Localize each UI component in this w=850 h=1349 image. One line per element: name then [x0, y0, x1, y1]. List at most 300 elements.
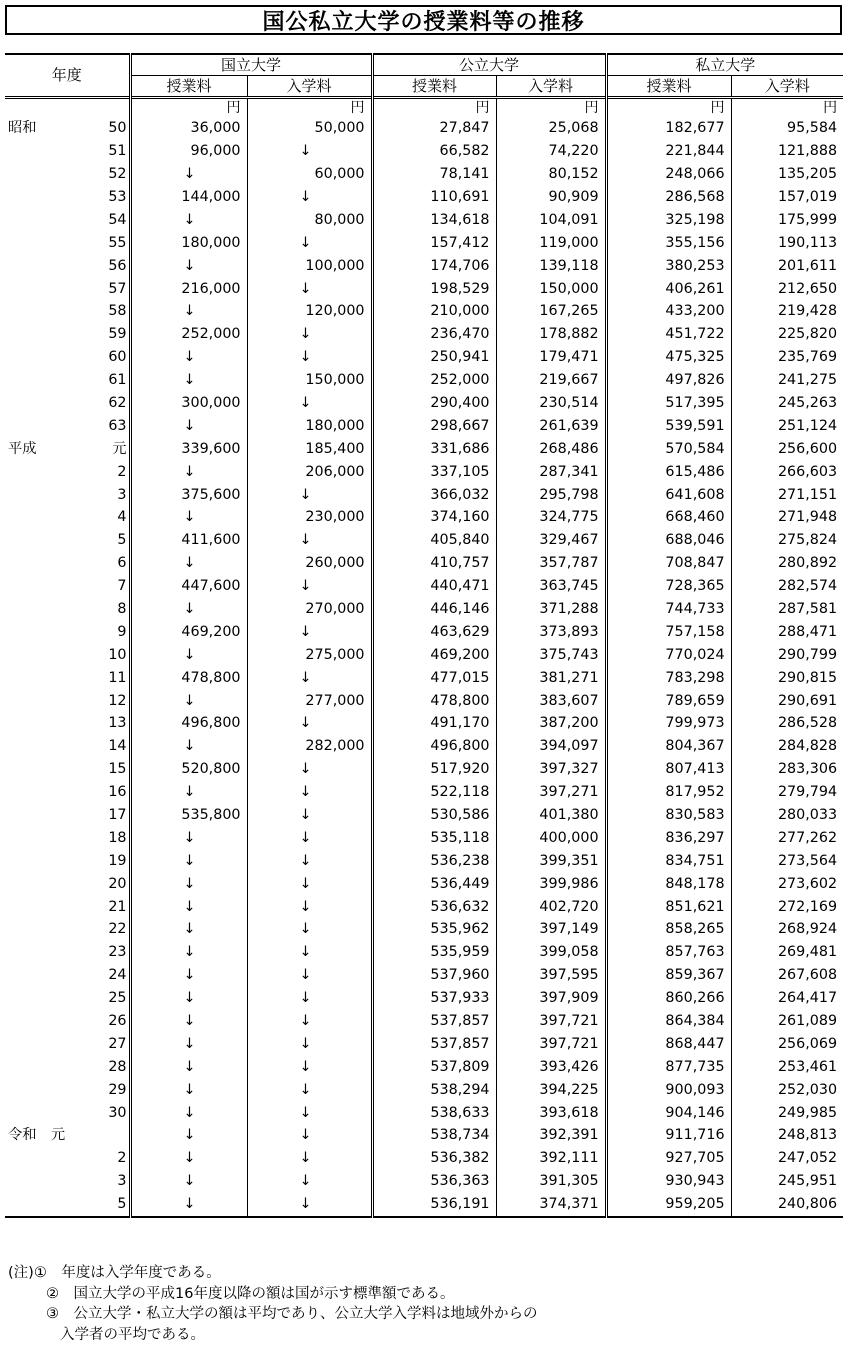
national-tuition-cell-same-as-above: ↓: [130, 689, 247, 712]
public-admission-cell: 397,721: [496, 1010, 606, 1033]
era-cell: [5, 415, 90, 438]
era-cell: [5, 895, 90, 918]
private-tuition-cell: 864,384: [606, 1010, 731, 1033]
public-tuition-cell: 298,667: [372, 415, 496, 438]
table-row: [5, 1056, 843, 1079]
note-3: ③ 公立大学・私立大学の額は平均であり、公立大学入学料は地域外からの: [46, 1306, 538, 1322]
year-cell: 24: [90, 964, 130, 987]
table-row: [5, 254, 843, 277]
national-admission-cell-same-as-above: ↓: [247, 575, 372, 598]
national-tuition-cell-same-as-above: ↓: [130, 1078, 247, 1101]
public-admission-cell: 373,893: [496, 621, 606, 644]
private-admission-cell: 282,574: [777, 578, 838, 595]
era-cell: [5, 643, 90, 666]
year-cell: 61: [90, 369, 130, 392]
national-admission-cell-same-as-above: ↓: [247, 483, 372, 506]
private-admission-cell: 267,608: [777, 967, 838, 984]
national-admission-cell: 60,000: [247, 163, 372, 186]
public-admission-cell: 387,200: [496, 712, 606, 735]
national-tuition-cell: 447,600: [130, 575, 247, 598]
table-row: [5, 117, 843, 140]
private-admission-cell: 279,794: [777, 784, 838, 801]
table-row: [5, 483, 843, 506]
table-row: [5, 506, 843, 529]
national-admission-cell: 282,000: [247, 735, 372, 758]
private-admission-cell: 268,924: [777, 921, 838, 938]
year-cell: 57: [90, 277, 130, 300]
year-cell: 21: [90, 895, 130, 918]
public-tuition-cell: 66,582: [372, 140, 496, 163]
private-tuition-cell: 859,367: [606, 964, 731, 987]
public-admission-cell: 167,265: [496, 300, 606, 323]
unit-label: 円: [247, 98, 372, 118]
national-admission-cell-same-as-above: ↓: [247, 895, 372, 918]
private-admission-cell: 261,089: [777, 1013, 838, 1030]
public-tuition-cell: 538,633: [372, 1101, 496, 1124]
national-admission-cell-same-as-above: ↓: [247, 529, 372, 552]
public-tuition-cell: 537,809: [372, 1056, 496, 1079]
national-tuition-cell-same-as-above: ↓: [130, 987, 247, 1010]
public-admission-cell: 150,000: [496, 277, 606, 300]
private-admission-cell: 264,417: [777, 990, 838, 1007]
public-tuition-cell: 538,734: [372, 1124, 496, 1147]
private-admission-cell: 272,169: [777, 898, 838, 915]
national-tuition-cell-same-as-above: ↓: [130, 964, 247, 987]
era-cell: [5, 666, 90, 689]
table-row: [5, 140, 843, 163]
private-admission-cell: 288,471: [777, 623, 838, 640]
era-cell: [5, 712, 90, 735]
era-cell: [5, 1078, 90, 1101]
national-tuition-cell-same-as-above: ↓: [130, 735, 247, 758]
year-cell: 15: [90, 758, 130, 781]
year-cell: 18: [90, 827, 130, 850]
public-tuition-cell: 536,382: [372, 1147, 496, 1170]
national-tuition-cell-same-as-above: ↓: [130, 598, 247, 621]
era-cell: [5, 1056, 90, 1079]
national-admission-cell-same-as-above: ↓: [247, 827, 372, 850]
year-cell: 59: [90, 323, 130, 346]
era-cell: [5, 277, 90, 300]
table-row: [5, 277, 843, 300]
private-tuition-cell: 182,677: [606, 117, 731, 140]
era-cell: [5, 1033, 90, 1056]
table-row: [5, 918, 843, 941]
private-admission-cell: 283,306: [777, 761, 838, 778]
private-admission-cell: 280,033: [777, 807, 838, 824]
national-admission-cell: 50,000: [247, 117, 372, 140]
private-admission-header: 入学料: [764, 76, 810, 95]
private-admission-cell: 219,428: [777, 303, 838, 320]
year-cell: 54: [90, 209, 130, 232]
national-admission-cell: 270,000: [247, 598, 372, 621]
national-admission-cell: 180,000: [247, 415, 372, 438]
era-cell: [5, 529, 90, 552]
year-cell: 29: [90, 1078, 130, 1101]
private-tuition-cell: 959,205: [606, 1193, 731, 1217]
private-tuition-cell: 783,298: [606, 666, 731, 689]
public-admission-cell: 394,225: [496, 1078, 606, 1101]
private-admission-cell: 190,113: [777, 234, 838, 251]
notes: [8, 1263, 838, 1345]
era-cell: [5, 254, 90, 277]
unit-label: 円: [606, 98, 731, 118]
era-cell: [5, 918, 90, 941]
era-cell: [5, 323, 90, 346]
table-row: [5, 804, 843, 827]
private-admission-cell: 269,481: [777, 944, 838, 961]
public-admission-cell: 139,118: [496, 254, 606, 277]
national-admission-cell-same-as-above: ↓: [247, 666, 372, 689]
national-tuition-cell-same-as-above: ↓: [130, 460, 247, 483]
private-admission-cell: 249,985: [777, 1104, 838, 1121]
public-tuition-cell: 478,800: [372, 689, 496, 712]
national-tuition-cell: 216,000: [130, 277, 247, 300]
national-tuition-cell-same-as-above: ↓: [130, 1056, 247, 1079]
table-row: [5, 392, 843, 415]
private-admission-cell: 280,892: [777, 555, 838, 572]
public-tuition-cell: 522,118: [372, 781, 496, 804]
era-cell: [5, 1010, 90, 1033]
national-tuition-cell-same-as-above: ↓: [130, 209, 247, 232]
private-tuition-cell: 248,066: [606, 163, 731, 186]
public-tuition-cell: 535,959: [372, 941, 496, 964]
national-tuition-cell-same-as-above: ↓: [130, 1101, 247, 1124]
national-admission-cell-same-as-above: ↓: [247, 1033, 372, 1056]
year-cell: 50: [90, 117, 130, 140]
national-admission-cell: 260,000: [247, 552, 372, 575]
public-admission-cell: 402,720: [496, 895, 606, 918]
national-admission-cell-same-as-above: ↓: [247, 804, 372, 827]
public-admission-cell: 295,798: [496, 483, 606, 506]
national-tuition-cell: 469,200: [130, 621, 247, 644]
private-admission-cell: 241,275: [777, 372, 838, 389]
private-tuition-cell: 221,844: [606, 140, 731, 163]
year-cell: 3: [90, 483, 130, 506]
public-tuition-cell: 78,141: [372, 163, 496, 186]
year-cell: 14: [90, 735, 130, 758]
table-row: [5, 1193, 843, 1217]
private-admission-cell: 225,820: [777, 326, 838, 343]
public-tuition-cell: 463,629: [372, 621, 496, 644]
national-admission-cell-same-as-above: ↓: [247, 392, 372, 415]
table-row: [5, 666, 843, 689]
year-cell: 25: [90, 987, 130, 1010]
national-tuition-cell: 144,000: [130, 186, 247, 209]
public-tuition-cell: 537,960: [372, 964, 496, 987]
private-tuition-cell: 848,178: [606, 872, 731, 895]
private-admission-cell: 95,584: [787, 120, 838, 137]
era-cell: [5, 300, 90, 323]
year-cell: 17: [90, 804, 130, 827]
private-admission-cell: 286,528: [777, 715, 838, 732]
public-tuition-cell: 366,032: [372, 483, 496, 506]
era-cell: [5, 209, 90, 232]
national-admission-cell-same-as-above: ↓: [247, 712, 372, 735]
public-admission-cell: 401,380: [496, 804, 606, 827]
note-3-continued: 入学者の平均である。: [60, 1326, 205, 1343]
private-admission-cell: 245,263: [777, 394, 838, 411]
private-admission-cell: 121,888: [777, 143, 838, 160]
private-admission-cell: 175,999: [777, 211, 838, 228]
public-tuition-header: 授業料: [372, 76, 496, 98]
national-tuition-cell-same-as-above: ↓: [130, 1170, 247, 1193]
public-tuition-cell: 410,757: [372, 552, 496, 575]
private-tuition-cell: 380,253: [606, 254, 731, 277]
table-row: [5, 1078, 843, 1101]
public-tuition-cell: 250,941: [372, 346, 496, 369]
table-row: [5, 460, 843, 483]
private-tuition-cell: 517,395: [606, 392, 731, 415]
public-admission-cell: 374,371: [496, 1193, 606, 1217]
private-admission-cell: 271,948: [777, 509, 838, 526]
public-admission-cell: 399,351: [496, 850, 606, 873]
note-2: ② 国立大学の平成16年度以降の額は国が示す標準額である。: [46, 1285, 455, 1302]
private-admission-cell: 240,806: [731, 1193, 843, 1217]
era-cell: [5, 941, 90, 964]
era-cell: [5, 1193, 90, 1217]
header-row-1: [5, 54, 843, 76]
unit-era-cell: [5, 98, 90, 118]
era-cell: [5, 346, 90, 369]
public-admission-cell: 119,000: [496, 231, 606, 254]
private-tuition-cell: 497,826: [606, 369, 731, 392]
national-tuition-cell-same-as-above: ↓: [130, 506, 247, 529]
table-row: [5, 1101, 843, 1124]
year-cell: 8: [90, 598, 130, 621]
private-admission-cell: 273,564: [777, 852, 838, 869]
table-row: [5, 1147, 843, 1170]
era-cell: [5, 1147, 90, 1170]
year-cell: 2: [90, 1147, 130, 1170]
era-cell: [5, 621, 90, 644]
national-admission-cell-same-as-above: ↓: [247, 781, 372, 804]
national-tuition-cell-same-as-above: ↓: [130, 643, 247, 666]
national-admission-cell-same-as-above: ↓: [247, 186, 372, 209]
public-tuition-cell: 535,962: [372, 918, 496, 941]
public-admission-cell: 363,745: [496, 575, 606, 598]
private-tuition-cell: 688,046: [606, 529, 731, 552]
national-admission-cell-same-as-above: ↓: [247, 964, 372, 987]
private-tuition-header: 授業料: [606, 76, 731, 98]
table-row: [5, 346, 843, 369]
national-tuition-cell: 36,000: [130, 117, 247, 140]
table-row: [5, 643, 843, 666]
unit-row: [5, 98, 843, 118]
year-cell: 62: [90, 392, 130, 415]
era-cell: [5, 987, 90, 1010]
public-admission-cell: 397,595: [496, 964, 606, 987]
table-row: [5, 300, 843, 323]
era-cell: [5, 186, 90, 209]
national-tuition-cell-same-as-above: ↓: [130, 941, 247, 964]
era-cell: [5, 575, 90, 598]
private-tuition-cell: 406,261: [606, 277, 731, 300]
private-tuition-cell: 451,722: [606, 323, 731, 346]
national-admission-cell: 185,400: [247, 437, 372, 460]
public-tuition-cell: 337,105: [372, 460, 496, 483]
public-tuition-cell: 537,933: [372, 987, 496, 1010]
national-tuition-cell-same-as-above: ↓: [130, 1033, 247, 1056]
era-cell: [5, 483, 90, 506]
national-tuition-cell: 180,000: [130, 231, 247, 254]
public-admission-cell: 397,721: [496, 1033, 606, 1056]
public-tuition-cell: 174,706: [372, 254, 496, 277]
private-tuition-cell: 857,763: [606, 941, 731, 964]
year-cell: 5: [90, 1193, 130, 1217]
year-cell: [90, 1124, 130, 1147]
private-admission-cell: 287,581: [777, 601, 838, 617]
national-tuition-cell: 520,800: [130, 758, 247, 781]
table-row: [5, 598, 843, 621]
national-tuition-cell-same-as-above: ↓: [130, 872, 247, 895]
year-cell: 60: [90, 346, 130, 369]
national-admission-cell-same-as-above: ↓: [247, 140, 372, 163]
year-cell: 9: [90, 621, 130, 644]
public-admission-cell: 375,743: [496, 643, 606, 666]
unit-label: 円: [130, 98, 247, 118]
era-cell: [5, 735, 90, 758]
public-admission-cell: 261,639: [496, 415, 606, 438]
table-row: [5, 712, 843, 735]
public-tuition-cell: 110,691: [372, 186, 496, 209]
private-header: 私立大学: [606, 54, 843, 76]
national-admission-cell-same-as-above: ↓: [247, 758, 372, 781]
public-admission-cell: 397,149: [496, 918, 606, 941]
private-tuition-cell: 789,659: [606, 689, 731, 712]
national-admission-cell-same-as-above: ↓: [247, 1056, 372, 1079]
national-admission-cell-same-as-above: ↓: [247, 323, 372, 346]
table-row: [5, 895, 843, 918]
private-tuition-cell: 868,447: [606, 1033, 731, 1056]
national-tuition-cell-same-as-above: ↓: [130, 415, 247, 438]
private-admission-cell: 290,799: [777, 646, 838, 663]
table-row: [5, 575, 843, 598]
year-cell: 53: [90, 186, 130, 209]
national-tuition-cell-same-as-above: ↓: [130, 552, 247, 575]
unit-label: 円: [372, 98, 496, 118]
year-cell: 55: [90, 231, 130, 254]
year-cell: 7: [90, 575, 130, 598]
year-cell: 4: [90, 506, 130, 529]
private-tuition-cell: 807,413: [606, 758, 731, 781]
year-cell: 63: [90, 415, 130, 438]
national-tuition-cell: 96,000: [130, 140, 247, 163]
table-row: [5, 964, 843, 987]
national-admission-cell-same-as-above: ↓: [247, 1124, 372, 1147]
era-cell: [5, 369, 90, 392]
public-tuition-cell: 496,800: [372, 735, 496, 758]
private-admission-cell: 253,461: [777, 1058, 838, 1075]
private-admission-cell: 135,205: [777, 166, 838, 183]
national-admission-cell: 80,000: [247, 209, 372, 232]
public-admission-cell: 381,271: [496, 666, 606, 689]
table-row: [5, 209, 843, 232]
national-tuition-cell-same-as-above: ↓: [130, 827, 247, 850]
table-row: [5, 850, 843, 873]
era-cell: [5, 163, 90, 186]
page-title: 国公私立大学の授業料等の推移: [5, 5, 842, 35]
private-tuition-cell: 927,705: [606, 1147, 731, 1170]
era-cell: [5, 872, 90, 895]
private-admission-cell: 157,019: [777, 188, 838, 205]
era-cell: [5, 964, 90, 987]
private-tuition-cell: 799,973: [606, 712, 731, 735]
era-cell: [5, 758, 90, 781]
national-admission-cell: 206,000: [247, 460, 372, 483]
private-admission-cell: 273,602: [777, 875, 838, 892]
public-tuition-cell: 477,015: [372, 666, 496, 689]
private-tuition-cell: 858,265: [606, 918, 731, 941]
era-cell: 平成: [8, 440, 37, 457]
table-body: [5, 98, 843, 1217]
year-cell: 12: [90, 689, 130, 712]
table-row: [5, 1010, 843, 1033]
private-admission-cell: 235,769: [777, 349, 838, 366]
private-admission-cell: 248,813: [777, 1127, 838, 1144]
national-tuition-cell: 411,600: [130, 529, 247, 552]
year-cell: 27: [90, 1033, 130, 1056]
table-row: [5, 1124, 843, 1147]
public-admission-cell: 104,091: [496, 209, 606, 232]
public-admission-cell: 287,341: [496, 460, 606, 483]
national-tuition-cell: 252,000: [130, 323, 247, 346]
private-tuition-cell: 615,486: [606, 460, 731, 483]
tuition-table: [5, 53, 843, 1218]
private-admission-cell: 266,603: [777, 463, 838, 480]
private-tuition-cell: 325,198: [606, 209, 731, 232]
private-tuition-cell: 817,952: [606, 781, 731, 804]
private-tuition-cell: 804,367: [606, 735, 731, 758]
era-cell: [5, 781, 90, 804]
year-cell: 6: [90, 552, 130, 575]
public-tuition-cell: 535,118: [372, 827, 496, 850]
public-admission-cell: 397,271: [496, 781, 606, 804]
private-tuition-cell: 900,093: [606, 1078, 731, 1101]
public-admission-cell: 80,152: [496, 163, 606, 186]
table-row: [5, 735, 843, 758]
public-tuition-cell: 236,470: [372, 323, 496, 346]
public-admission-cell: 357,787: [496, 552, 606, 575]
private-tuition-cell: 475,325: [606, 346, 731, 369]
year-cell: 10: [90, 643, 130, 666]
private-tuition-cell: 539,591: [606, 415, 731, 438]
era-cell: [5, 689, 90, 712]
national-tuition-cell-same-as-above: ↓: [130, 1010, 247, 1033]
public-admission-cell: 179,471: [496, 346, 606, 369]
public-admission-cell: 268,486: [496, 437, 606, 460]
private-tuition-cell: 355,156: [606, 231, 731, 254]
private-admission-cell: 277,262: [777, 829, 838, 846]
private-tuition-cell: 836,297: [606, 827, 731, 850]
public-tuition-cell: 157,412: [372, 231, 496, 254]
public-tuition-cell: 198,529: [372, 277, 496, 300]
private-tuition-cell: 641,608: [606, 483, 731, 506]
private-tuition-cell: 851,621: [606, 895, 731, 918]
public-header: 公立大学: [372, 54, 606, 76]
private-tuition-cell: 834,751: [606, 850, 731, 873]
public-tuition-cell: 134,618: [372, 209, 496, 232]
national-tuition-cell-same-as-above: ↓: [130, 850, 247, 873]
public-admission-cell: 74,220: [496, 140, 606, 163]
national-tuition-cell: 300,000: [130, 392, 247, 415]
private-admission-cell: 251,124: [777, 417, 838, 434]
year-cell: 26: [90, 1010, 130, 1033]
public-admission-cell: 400,000: [496, 827, 606, 850]
public-tuition-cell: 290,400: [372, 392, 496, 415]
private-tuition-cell: 668,460: [606, 506, 731, 529]
year-cell: 51: [90, 140, 130, 163]
